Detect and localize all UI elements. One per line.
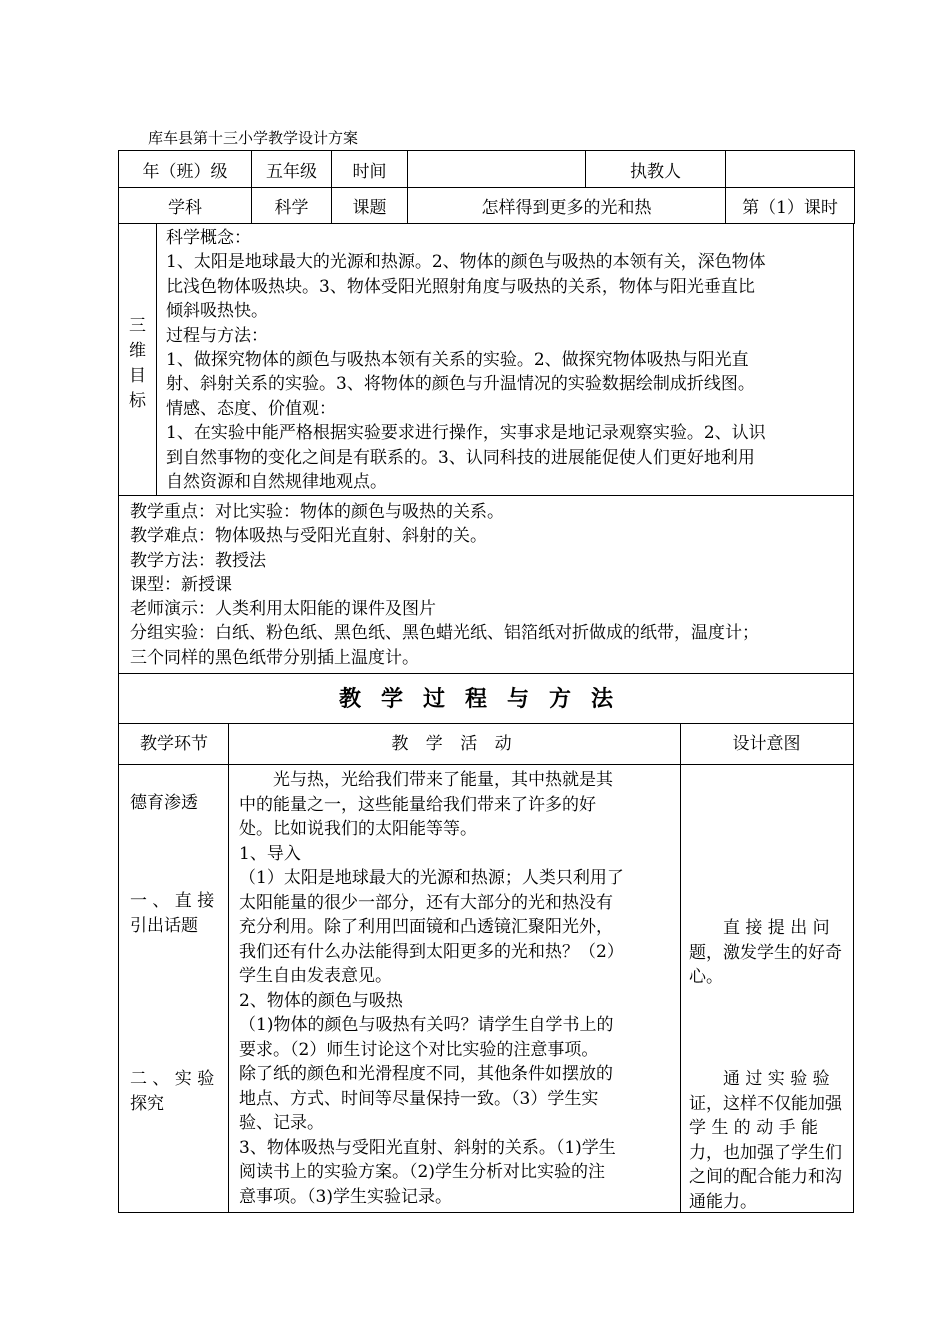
info-difficulty: 教学难点：物体吸热与受阳光直射、斜射的关。 bbox=[130, 526, 487, 547]
subject-value: 科学 bbox=[252, 188, 332, 224]
info-demo: 老师演示：人类利用太阳能的课件及图片 bbox=[130, 599, 436, 620]
info-group-experiment: 分组实验：白纸、粉色纸、黑色纸、黑色蜡光纸、铝箔纸对折做成的纸带，温度计； bbox=[130, 623, 759, 644]
intent-intro: 直 接 提 出 问 题，激发学生的好奇心。 bbox=[689, 918, 842, 987]
activity-line: 阅读书上的实验方案。（2)学生分析对比实验的注 bbox=[239, 1162, 605, 1182]
goal-line: 比浅色物体吸热块。3、物体受阳光照射角度与吸热的关系，物体与阳光垂直比 bbox=[166, 276, 755, 297]
stage-experiment: 二 、 实 验 探究 bbox=[130, 1069, 215, 1114]
time-label: 时间 bbox=[332, 151, 408, 188]
activity-body bbox=[239, 768, 671, 1209]
activity-line: 中的能量之一，这些能量给我们带来了许多的好 bbox=[239, 794, 596, 815]
stage-moral: 德育渗透 bbox=[130, 793, 198, 813]
teacher-label: 执教人 bbox=[586, 151, 726, 188]
activity-line: 处。比如说我们的太阳能等等。 bbox=[239, 819, 477, 839]
activity-line: 验、记录。 bbox=[239, 1113, 324, 1133]
goal-line: 1、做探究物体的颜色与吸热本领有关系的实验。2、做探究物体吸热与阳光直 bbox=[166, 350, 749, 371]
activity-line: 充分利用。除了利用凹面镜和凸透镜汇聚阳光外， bbox=[239, 917, 613, 937]
info-group-experiment-cont: 三个同样的黑色纸带分别插上温度计。 bbox=[130, 647, 419, 668]
goal-line: 情感、态度、价值观： bbox=[166, 398, 336, 419]
topic-value: 怎样得到更多的光和热 bbox=[408, 188, 726, 224]
process-table bbox=[118, 723, 854, 1213]
stage-intro: 一 、 直 接 引出话题 bbox=[130, 891, 215, 936]
activity-line: 要求。（2）师生讨论这个对比实验的注意事项。 bbox=[239, 1039, 599, 1060]
activity-line: （1)物体的颜色与吸热有关吗？请学生自学书上的 bbox=[239, 1015, 614, 1035]
col-header-stage: 教学环节 bbox=[140, 734, 208, 754]
goal-line: 过程与方法： bbox=[166, 325, 268, 346]
teaching-info-section bbox=[118, 496, 854, 674]
activity-line: （1）太阳是地球最大的光源和热源；人类只利用了 bbox=[239, 868, 624, 888]
goals-body bbox=[166, 226, 846, 494]
goal-line: 1、太阳是地球最大的光源和热源。2、物体的颜色与吸热的本领有关，深色物体 bbox=[166, 252, 766, 273]
topic-label: 课题 bbox=[332, 188, 408, 224]
activity-line: 2、物体的颜色与吸热 bbox=[239, 990, 403, 1011]
document-title: 库车县第十三小学教学设计方案 bbox=[148, 129, 359, 147]
activity-line: 3、物体吸热与受阳光直射、斜射的关系。（1)学生 bbox=[239, 1137, 616, 1158]
activity-line: 太阳能量的很少一部分，还有大部分的光和热没有 bbox=[239, 892, 613, 913]
goal-line: 射、斜射关系的实验。3、将物体的颜色与升温情况的实验数据绘制成折线图。 bbox=[166, 374, 755, 395]
activity-line: 光与热，光给我们带来了能量，其中热就是其 bbox=[239, 770, 613, 790]
activity-line: 1、导入 bbox=[239, 843, 301, 864]
time-value bbox=[408, 151, 586, 188]
info-body bbox=[130, 500, 845, 670]
goal-line: 到自然事物的变化之间是有联系的。3、认同科技的进展能促使人们更好地利用 bbox=[166, 447, 755, 468]
goal-line: 自然资源和自然规律地观点。 bbox=[166, 472, 387, 493]
info-method: 教学方法：教授法 bbox=[130, 550, 266, 571]
header-table bbox=[118, 150, 855, 224]
goal-line: 1、在实验中能严格根据实验要求进行操作，实事求是地记录观察实验。2、认识 bbox=[166, 423, 766, 444]
activity-line: 除了纸的颜色和光滑程度不同，其他条件如摆放的 bbox=[239, 1064, 613, 1084]
activity-line: 我们还有什么办法能得到太阳更多的光和热？（2） bbox=[239, 941, 624, 962]
activity-line: 地点、方式、时间等尽量保持一致。（3）学生实 bbox=[239, 1088, 599, 1109]
subject-label: 学科 bbox=[119, 188, 252, 224]
col-header-activity: 教 学 活 动 bbox=[391, 734, 518, 754]
goal-line: 倾斜吸热快。 bbox=[166, 301, 268, 322]
grade-label: 年（班）级 bbox=[119, 151, 252, 188]
activity-line: 意事项。（3)学生实验记录。 bbox=[239, 1186, 452, 1207]
teacher-value bbox=[726, 151, 855, 188]
process-banner: 教学过程与方法 bbox=[118, 674, 854, 724]
intent-experiment: 通 过 实 验 验 证，这样不仅能加强 学 生 的 动 手 能力，也加强了学生们之间的配合能力和沟通能力。 bbox=[689, 1069, 842, 1212]
info-key-point: 教学重点：对比实验：物体的颜色与吸热的关系。 bbox=[130, 502, 504, 522]
info-lesson-type: 课型：新授课 bbox=[130, 574, 232, 595]
activity-line: 学生自由发表意见。 bbox=[239, 966, 392, 986]
grade-value: 五年级 bbox=[252, 151, 332, 188]
lesson-label: 第（1）课时 bbox=[726, 188, 855, 224]
col-header-intent: 设计意图 bbox=[732, 734, 801, 754]
goal-line: 科学概念： bbox=[166, 228, 251, 248]
goals-section bbox=[118, 223, 854, 496]
goals-label: 三 维 目 标 bbox=[119, 223, 157, 495]
